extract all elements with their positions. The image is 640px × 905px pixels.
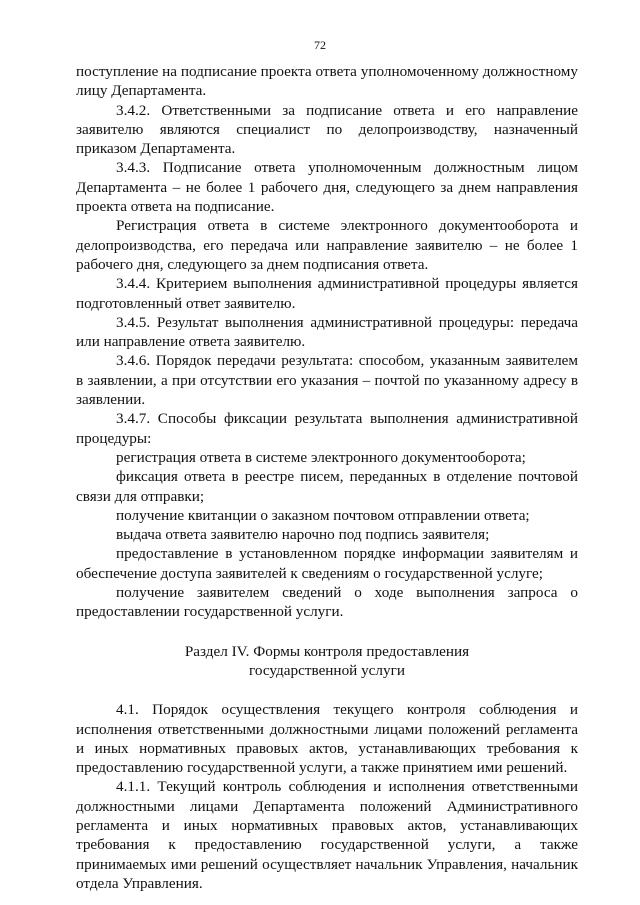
paragraph: поступление на подписание проекта ответа уполномоченному должностному лицу Департамента. [76, 63, 578, 100]
paragraph: выдача ответа заявителю нарочно под подпись заявителя; [116, 526, 490, 544]
paragraph: 3.4.7. Способы фиксации результата выполнения административной процедуры: [76, 410, 578, 447]
paragraph: 4.1.1. Текущий контроль соблюдения и исполнения ответственными должностными лицами Департамента положений Административного регламента и иных нормативных правовых актов, устанавливающих требования к предоставлению государственной услуги, а также принимаемых ими решений осуществляет начальник Управления, начальник отдела Управления. [76, 778, 578, 892]
paragraph: получение квитанции о заказном почтовом отправлении ответа; [116, 506, 530, 524]
paragraph: 3.4.3. Подписание ответа уполномоченным должностным лицом Департамента – не более 1 рабочего дня, следующего за днем направления проекта ответа на подписание. [76, 159, 578, 216]
paragraph: 3.4.5. Результат выполнения административной процедуры: передача или направление ответа заявителю. [76, 313, 578, 351]
paragraph: Регистрация ответа в системе электронного документооборота и делопроизводства, его передача или направление заявителю – не более 1 рабочего дня, следующего за днем подписания ответа. [76, 217, 578, 273]
paragraph: получение заявителем сведений о ходе выполнения запроса о предоставлении государственной услуги. [76, 584, 578, 621]
paragraph: 3.4.2. Ответственными за подписание ответа и его направление заявителю являются специалист по делопроизводству, назначенный приказом Департамента. [76, 101, 578, 158]
section-title [76, 642, 578, 681]
paragraph: фиксация ответа в реестре писем, переданных в отделение почтовой связи для отправки; [76, 468, 578, 505]
paragraph: 3.4.4. Критерием выполнения административной процедуры является подготовленный ответ заявителю. [76, 275, 578, 312]
page-number: 72 [314, 38, 326, 52]
section-title-line-1: Раздел IV. Формы контроля предоставления [184, 642, 470, 660]
paragraph: 3.4.6. Порядок передачи результата: способом, указанным заявителем в заявлении, а при отсутствии его указания – почтой по указанному адресу в заявлении. [76, 352, 578, 409]
document-body [76, 62, 578, 893]
paragraphs-before-section [76, 62, 578, 622]
paragraph: регистрация ответа в системе электронного документооборота; [116, 448, 526, 466]
section-title-line-2: государственной услуги [249, 661, 405, 679]
paragraphs-after-section [76, 700, 578, 893]
paragraph: 4.1. Порядок осуществления текущего контроля соблюдения и исполнения ответственными должностными лицами положений регламента и иных нормативных правовых актов, устанавливающих требования к предоставлению государственной услуги, а также принятием ими решений. [76, 701, 578, 777]
paragraph: предоставление в установленном порядке информации заявителям и обеспечение доступа заявителей к сведениям о государственной услуге; [76, 545, 578, 582]
